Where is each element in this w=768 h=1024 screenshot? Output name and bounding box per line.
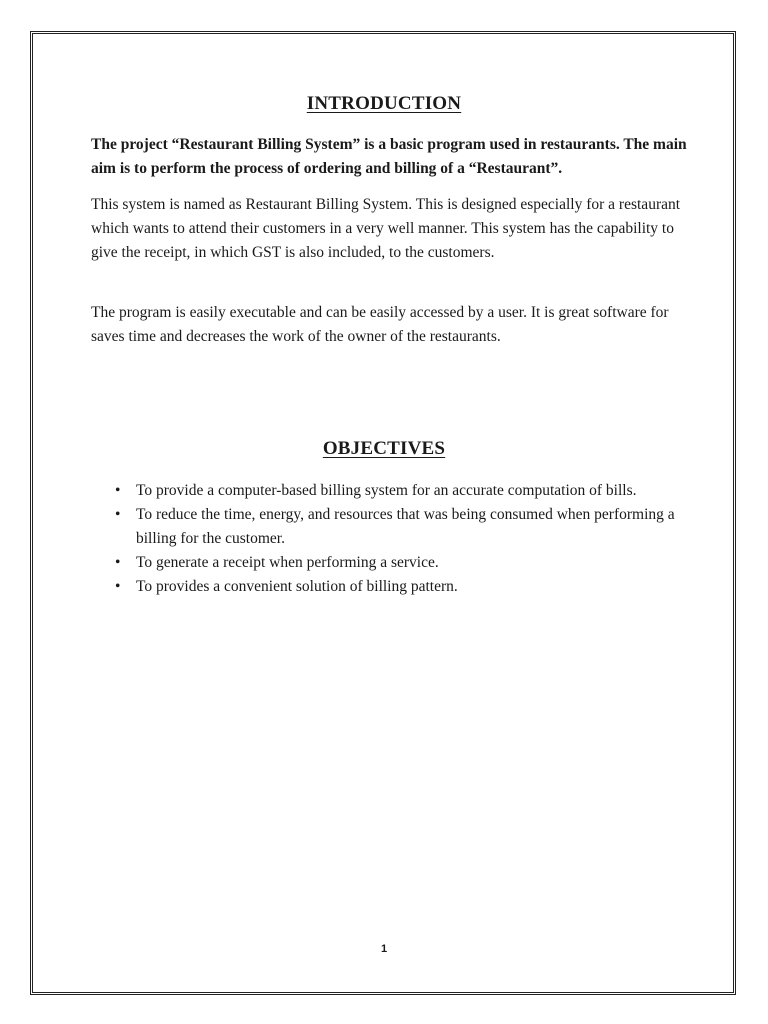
objective-text: To reduce the time, energy, and resources that was being consumed when performing a billing for the customer. xyxy=(136,506,675,547)
bullet-icon: • xyxy=(115,578,121,595)
bullet-icon: • xyxy=(115,506,121,523)
introduction-paragraph-1: This system is named as Restaurant Billing System. This is designed especially for a restaurant which wants to attend their customers in a very well manner. This system has the capability to give the receipt, in which GST is also included, to the customers. xyxy=(91,196,681,261)
objectives-heading: OBJECTIVES xyxy=(322,438,446,459)
objective-item xyxy=(91,503,691,551)
objective-item xyxy=(91,575,691,599)
objective-text: To provides a convenient solution of billing pattern. xyxy=(136,578,458,595)
objective-item xyxy=(91,479,691,503)
bullet-icon: • xyxy=(115,554,121,571)
objective-item xyxy=(91,551,691,575)
objective-text: To generate a receipt when performing a service. xyxy=(136,554,439,571)
bullet-icon: • xyxy=(115,482,121,499)
introduction-lead-paragraph: The project “Restaurant Billing System” is a basic program used in restaurants. The main aim is to perform the process of ordering and billing of a “Restaurant”. xyxy=(91,136,687,177)
objectives-list xyxy=(91,479,691,599)
page-number: 1 xyxy=(380,943,388,955)
introduction-heading: INTRODUCTION xyxy=(306,93,462,114)
objective-text: To provide a computer-based billing system for an accurate computation of bills. xyxy=(136,482,637,499)
introduction-paragraph-2: The program is easily executable and can be easily accessed by a user. It is great software for saves time and decreases the work of the owner of the restaurants. xyxy=(91,304,669,345)
